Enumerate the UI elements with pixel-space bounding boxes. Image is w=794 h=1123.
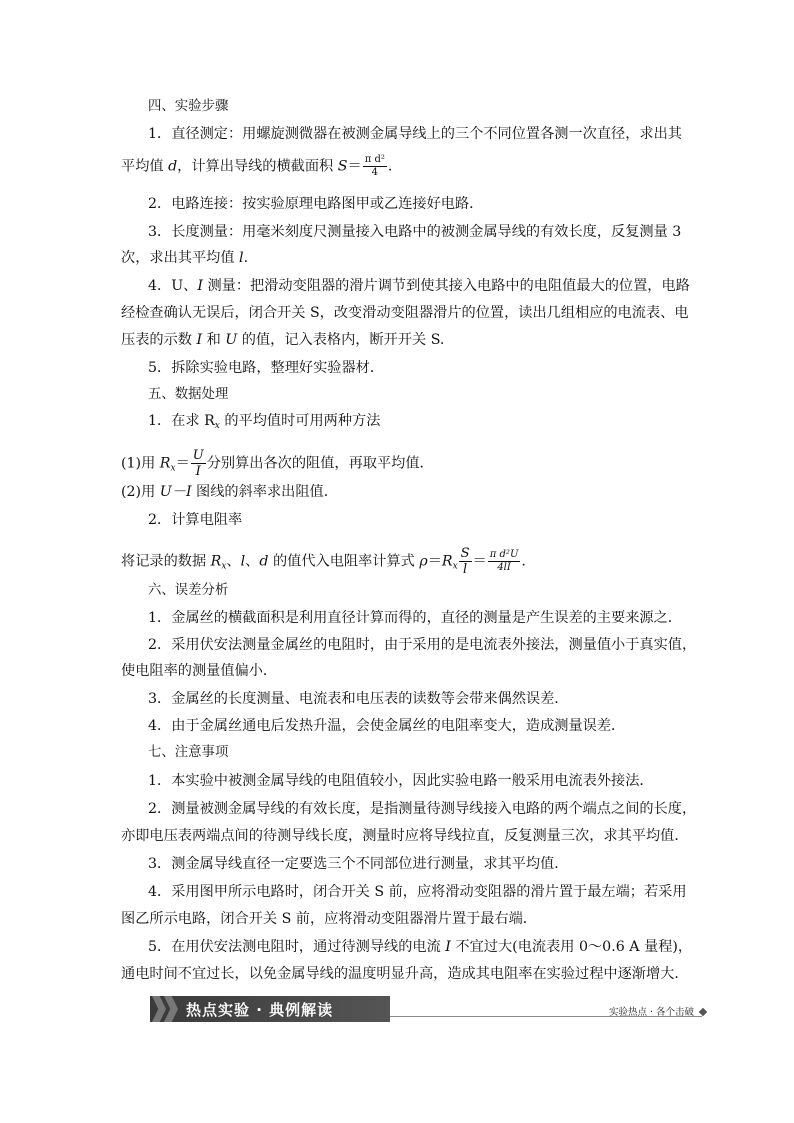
step-2: 2．电路连接：按实验原理电路图甲或乙连接好电路． [148, 196, 484, 212]
banner-title: 热点实验 · 典例解读 [186, 1001, 334, 1019]
resistivity-formula-line [121, 546, 651, 577]
note-3: 3．测金属导线直径一定要选三个不同部位进行测量，求其平均值． [148, 856, 569, 872]
text-span: . [243, 250, 249, 266]
subscript-x: x [452, 561, 458, 572]
text-span: 将记录的数据 [121, 553, 211, 570]
section-heading-data: 五、数据处理 [148, 387, 229, 402]
text-span: (2)用 [121, 484, 160, 500]
subscript-x: x [221, 561, 227, 572]
text-span: 、 [226, 553, 241, 570]
section-heading-error: 六、误差分析 [148, 583, 229, 598]
method-2 [121, 483, 651, 501]
note-2-line-1: 2．测量被测金属导线的有效长度，是指测量待测导线接入电路的两个端点之间的长度， [148, 801, 697, 817]
text-span: 测量：把滑动变阻器的滑片调节到使其接入电路中的电阻值最大的位置，电路 [202, 278, 690, 294]
note-2-line-2: 亦即电压表两端点间的待测导线长度，测量时应将导线拉直，反复测量三次，求其平均值． [121, 828, 689, 844]
note-5-line-2: 通电时间不宜过长，以免金属导线的温度明显升高，造成其电阻率在实验过程中逐渐增大． [121, 966, 689, 982]
text-span: . [521, 553, 526, 570]
step-3-line-2 [121, 249, 651, 267]
section-heading-notes: 七、注意事项 [148, 745, 229, 760]
error-2-line-2: 使电阻率的测量值偏小． [121, 663, 278, 679]
equals-sign: ＝ [347, 158, 362, 175]
error-3: 3．金属丝的长度测量、电流表和电压表的读数等会带来偶然误差． [148, 691, 569, 707]
var-I: I [196, 332, 203, 348]
fraction-denominator: I [195, 464, 201, 479]
var-R: R [210, 553, 222, 570]
text-span: 、 [183, 278, 198, 294]
step-4-line-2: 经检查确认无误后，闭合开关 S，改变滑动变阻器滑片的位置，读出几组相应的电流表、电 [121, 305, 689, 321]
error-2-line-1: 2．采用伏安法测量金属丝的电阻时，由于采用的是电流表外接法，测量值小于真实值， [148, 637, 697, 653]
step-1-line-1: 1．直径测定：用螺旋测微器在被测金属导线上的三个不同位置各测一次直径，求出其 [148, 126, 682, 142]
text-span: 次，求出其平均值 [121, 250, 240, 266]
text-span: ，计算出导线的横截面积 [177, 158, 338, 175]
text-span: (1)用 [121, 455, 160, 472]
method-1 [121, 448, 651, 479]
var-S: S [337, 158, 348, 175]
fraction-denominator: 4 [371, 167, 378, 178]
s-over-l-fraction [459, 546, 472, 577]
note-1: 1．本实验中被测金属导线的电阻值较小，因此实验电路一般采用电流表外接法． [148, 773, 654, 789]
resistivity-fraction [488, 549, 521, 574]
var-U: 4．U [148, 278, 184, 294]
var-rho: ρ [419, 553, 428, 570]
subscript-x: x [170, 463, 176, 474]
text-span: 的平均值时可用两种方法 [219, 413, 381, 429]
data-point-2: 2．计算电阻率 [148, 512, 243, 528]
text-span: 的值代入电阻率计算式 [268, 553, 420, 570]
equals-sign: ＝ [427, 553, 442, 570]
var-I: I [445, 939, 451, 955]
note-4-line-2: 图乙所示电路，闭合开关 S 前，应将滑动变阻器滑片置于最右端． [121, 911, 537, 927]
step-5: 5．拆除实验电路，整理好实验器材． [148, 360, 385, 376]
fraction-numerator: S [460, 546, 470, 561]
diamond-icon [699, 1008, 707, 1016]
data-point-1 [148, 412, 678, 435]
step-3-line-1: 3．长度测量：用毫米刻度尺测量接入电路中的被测金属导线的有效长度，反复测量 3 [148, 224, 682, 240]
error-4: 4．由于金属丝通电后发热升温，会使金属丝的电阻率变大，造成测量误差． [148, 718, 626, 734]
text-span: 和 [202, 332, 226, 348]
step-4-line-3 [121, 331, 651, 349]
var-U: U [225, 332, 238, 348]
var-I: I [197, 278, 203, 294]
section-heading-steps: 四、实验步骤 [148, 99, 229, 114]
text-span: 压表的示数 [121, 332, 197, 348]
note-4-line-1: 4．采用图甲所示电路时，闭合开关 S 前，应将滑动变阻器的滑片置于最左端；若采用 [148, 884, 687, 900]
var-l: l [239, 250, 244, 266]
text-span: 5．在用伏安法测电阻时，通过待测导线的电流 [148, 939, 446, 955]
section-banner [150, 996, 708, 1022]
step-4-line-1 [148, 277, 690, 295]
subscript-x: x [214, 421, 220, 431]
fraction-denominator: 4lI [497, 562, 511, 573]
var-R: R [159, 455, 171, 472]
text-span: 1．在求 R [148, 413, 215, 429]
equals-sign: ＝ [175, 455, 190, 472]
text-span: 的值，记入表格内，断开开关 S. [237, 332, 445, 348]
var-l: l [240, 553, 246, 570]
fraction-denominator: l [463, 562, 468, 577]
text-span: 图线的斜率求出阻值． [191, 484, 338, 500]
banner-subtitle: 实验热点 · 各个击破 [608, 1007, 694, 1018]
var-R: R [441, 553, 453, 570]
text-span: 平均值 [121, 158, 169, 175]
text-span: 分别算出各次的阻值，再取平均值． [206, 455, 434, 472]
error-1: 1．金属丝的横截面积是利用直径计算而得的，直径的测量是产生误差的主要来源之． [148, 610, 682, 626]
var-d: d [168, 158, 178, 175]
equals-sign: ＝ [472, 553, 487, 570]
fraction-numerator: U [192, 448, 204, 463]
fraction-numerator: π d²U [489, 549, 519, 560]
fraction-numerator: π d² [364, 154, 385, 165]
text-span: 不宜过大(电流表用 0～0.6 A 量程)， [450, 939, 693, 955]
step-1-line-2 [121, 154, 651, 179]
var-d: d [259, 553, 269, 570]
note-5-line-1 [148, 938, 693, 956]
text-span: 、 [245, 553, 260, 570]
ohm-fraction [191, 448, 206, 479]
var-U-I: U－I [159, 484, 192, 500]
text-span: . [387, 158, 393, 175]
area-fraction [363, 154, 387, 179]
